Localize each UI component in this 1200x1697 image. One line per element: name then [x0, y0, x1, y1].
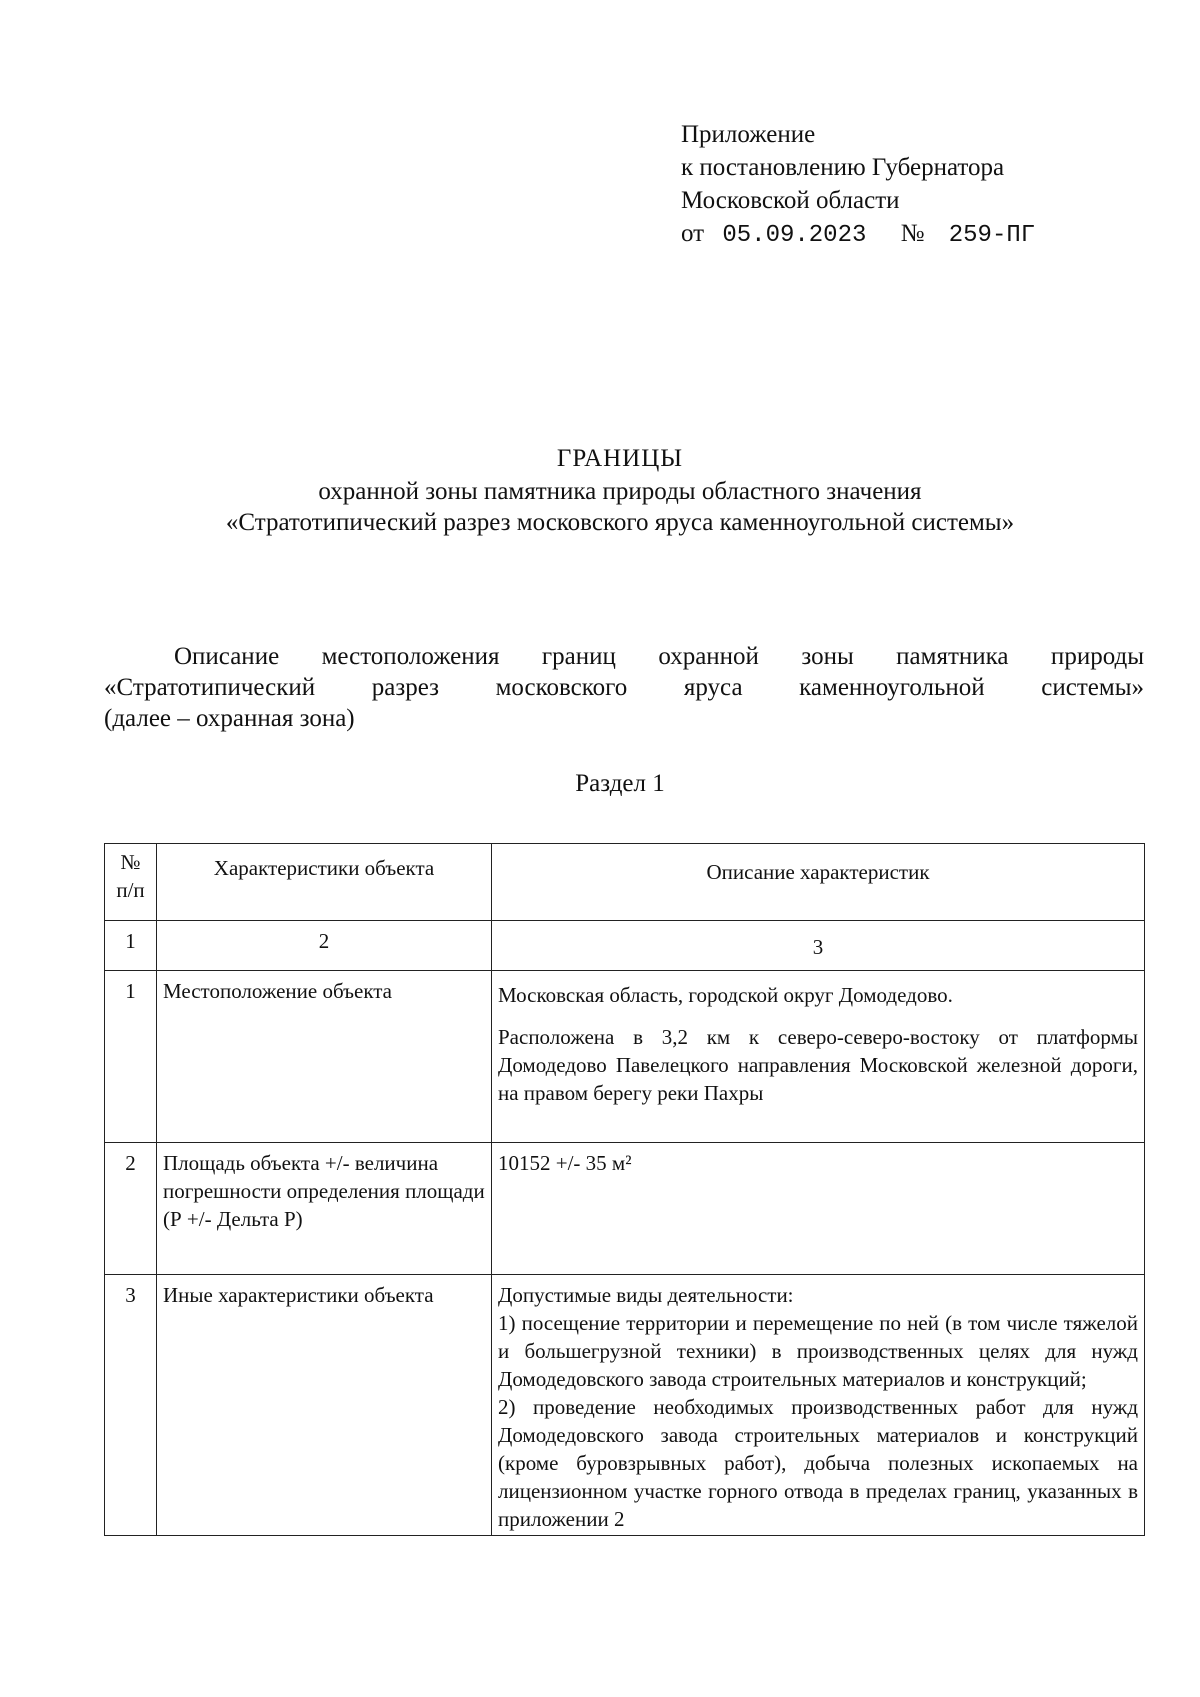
row-characteristic — [157, 1143, 492, 1275]
row-description — [492, 971, 1145, 1143]
document-subtitle: «Стратотипический разрез московского яруса каменноугольной системы» — [225, 509, 1015, 536]
description-line: «Стратотипический разрез московского яруса каменноугольной системы» — [104, 674, 1144, 701]
row-characteristic: Иные характеристики объекта — [157, 1275, 492, 1536]
index-cell: 1 — [105, 921, 157, 971]
row-characteristic: Местоположение объекта — [157, 971, 492, 1143]
number-sign: № — [900, 220, 925, 247]
index-cell: 2 — [157, 921, 492, 971]
appendix-line: к постановлению Губернатора — [681, 154, 1005, 181]
description-line: (далее – охранная зона) — [104, 705, 355, 732]
decree-date: 05.09.2023 — [722, 222, 867, 249]
header-characteristics: Характеристики объекта — [157, 844, 492, 921]
appendix-line: Московской области — [681, 187, 900, 214]
date-prefix: от — [681, 220, 705, 247]
header-number: № п/п — [105, 844, 157, 921]
decree-number: 259-ПГ — [948, 222, 1036, 249]
description-text: Московская область, городской округ Домодедово. — [498, 983, 953, 1007]
appendix-date-line — [681, 217, 1035, 252]
appendix-title: Приложение — [681, 121, 816, 148]
table-row — [105, 1143, 1145, 1275]
row-description: 10152 +/- 35 м² — [492, 1143, 1145, 1275]
characteristic-text: Площадь объекта +/- величина погрешности определения площади — [163, 1151, 485, 1203]
table-row — [105, 1275, 1145, 1536]
description-text: Допустимые виды деятельности: — [498, 1283, 794, 1307]
row-number: 3 — [105, 1275, 157, 1536]
table-header-row — [105, 844, 1145, 921]
row-number: 2 — [105, 1143, 157, 1275]
row-number: 1 — [105, 971, 157, 1143]
description-text: Расположена в 3,2 км к северо-северо-востоку от платформы Домодедово Павелецкого направления Московской железной дороги, на правом берегу реки Пахры — [498, 1025, 1138, 1105]
document-subtitle: охранной зоны памятника природы областного значения — [318, 478, 922, 505]
characteristics-table — [104, 843, 1145, 1536]
description-line: Описание местоположения границ охранной зоны памятника природы — [174, 643, 1144, 670]
row-description — [492, 1275, 1145, 1536]
appendix-block — [681, 118, 1035, 252]
characteristic-text: (Р +/- Дельта Р) — [163, 1207, 303, 1231]
index-cell: 3 — [492, 921, 1145, 971]
table-index-row — [105, 921, 1145, 971]
document-title-block — [0, 443, 1200, 538]
header-description: Описание характеристик — [492, 844, 1145, 921]
description-text: 2) проведение необходимых производственных работ для нужд Домодедовского завода строительных материалов и конструкций (кроме буровзрывных работ), добыча полезных ископаемых на лицензионном участке горного отвода в пределах границ, указанных в приложении 2 — [498, 1395, 1138, 1531]
description-text: 1) посещение территории и перемещение по ней (в том числе тяжелой и большегрузной техники) в производственных целях для нужд Домодедовского завода строительных материалов и конструкций; — [498, 1311, 1138, 1391]
section-label: Раздел 1 — [575, 770, 665, 797]
table-row — [105, 971, 1145, 1143]
description-paragraph — [104, 641, 1144, 734]
document-heading: ГРАНИЦЫ — [556, 445, 684, 472]
